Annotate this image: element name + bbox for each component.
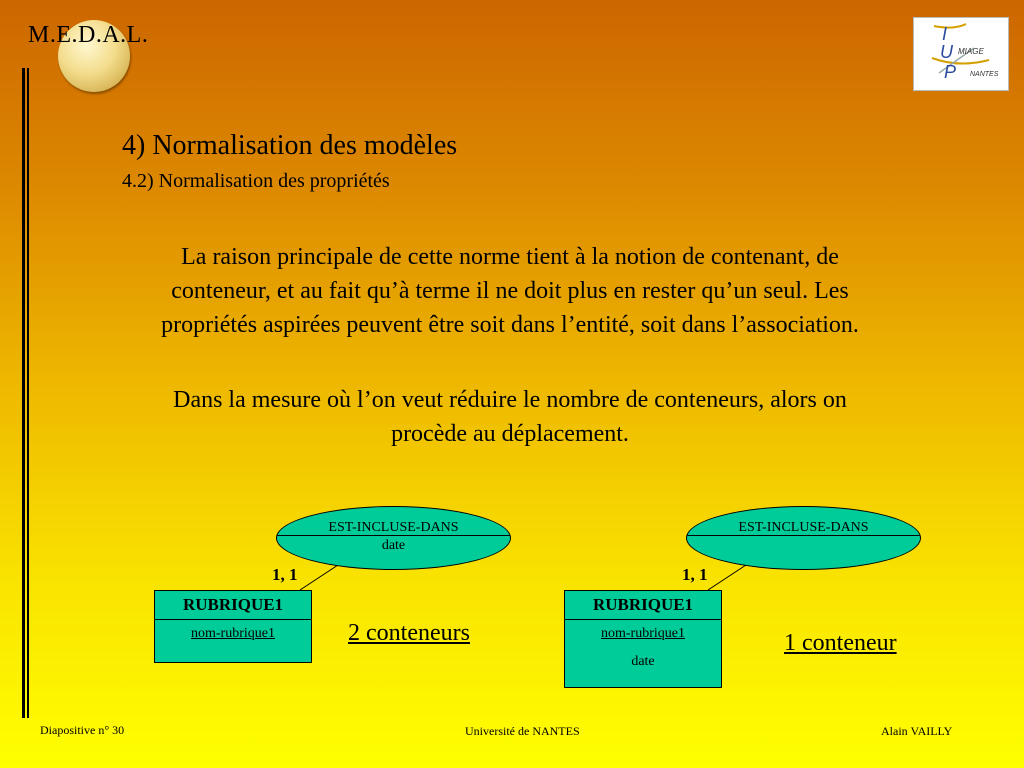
association-name: EST-INCLUSE-DANS [687,507,920,536]
association-name: EST-INCLUSE-DANS [277,507,510,536]
entity-attribute: date [631,654,655,669]
body-paragraph: Dans la mesure où l’on veut réduire le nombre de conteneurs, alors on procède au déplacement. [173,387,847,447]
logo-letter: P [944,62,957,82]
entity-name: RUBRIQUE1 [155,591,311,620]
app-title: M.E.D.A.L. [28,22,149,48]
footer-author: Alain VAILLY [881,724,953,738]
caption-left: 2 conteneurs [348,620,470,646]
entity-name: RUBRIQUE1 [565,591,721,620]
association-est-incluse-dans-left [276,506,511,570]
connector-line-left [300,565,338,590]
slide-subheading: 4.2) Normalisation des propriétés [122,170,390,192]
entity-rubrique1-left [154,590,312,663]
connector-line-right [708,565,746,590]
entity-attribute: nom-rubrique1 [601,626,685,641]
association-est-incluse-dans-right [686,506,921,570]
slide-heading: 4) Normalisation des modèles [122,130,458,161]
cardinality-label: 1, 1 [272,565,298,584]
logo-letter: I [942,24,948,44]
logo-letter: U [940,42,953,62]
footer-university: Université de NANTES [465,724,580,738]
caption-right: 1 conteneur [784,630,897,656]
logo-word: MIAGE [958,47,984,56]
logo-word: NANTES [970,71,999,78]
cardinality-label: 1, 1 [682,565,708,584]
association-attribute: date [381,538,406,553]
slide-number: Diapositive n° 30 [40,723,125,737]
entity-rubrique1-right [564,590,722,688]
entity-attribute: nom-rubrique1 [191,626,275,641]
body-paragraph: La raison principale de cette norme tient à la notion de contenant, de conteneur, et au fait qu’à terme il ne doit plus en rester qu’un seul. Les propriétés aspirées peuvent être soit dans l’entité, soit dans l’association. [161,244,859,338]
